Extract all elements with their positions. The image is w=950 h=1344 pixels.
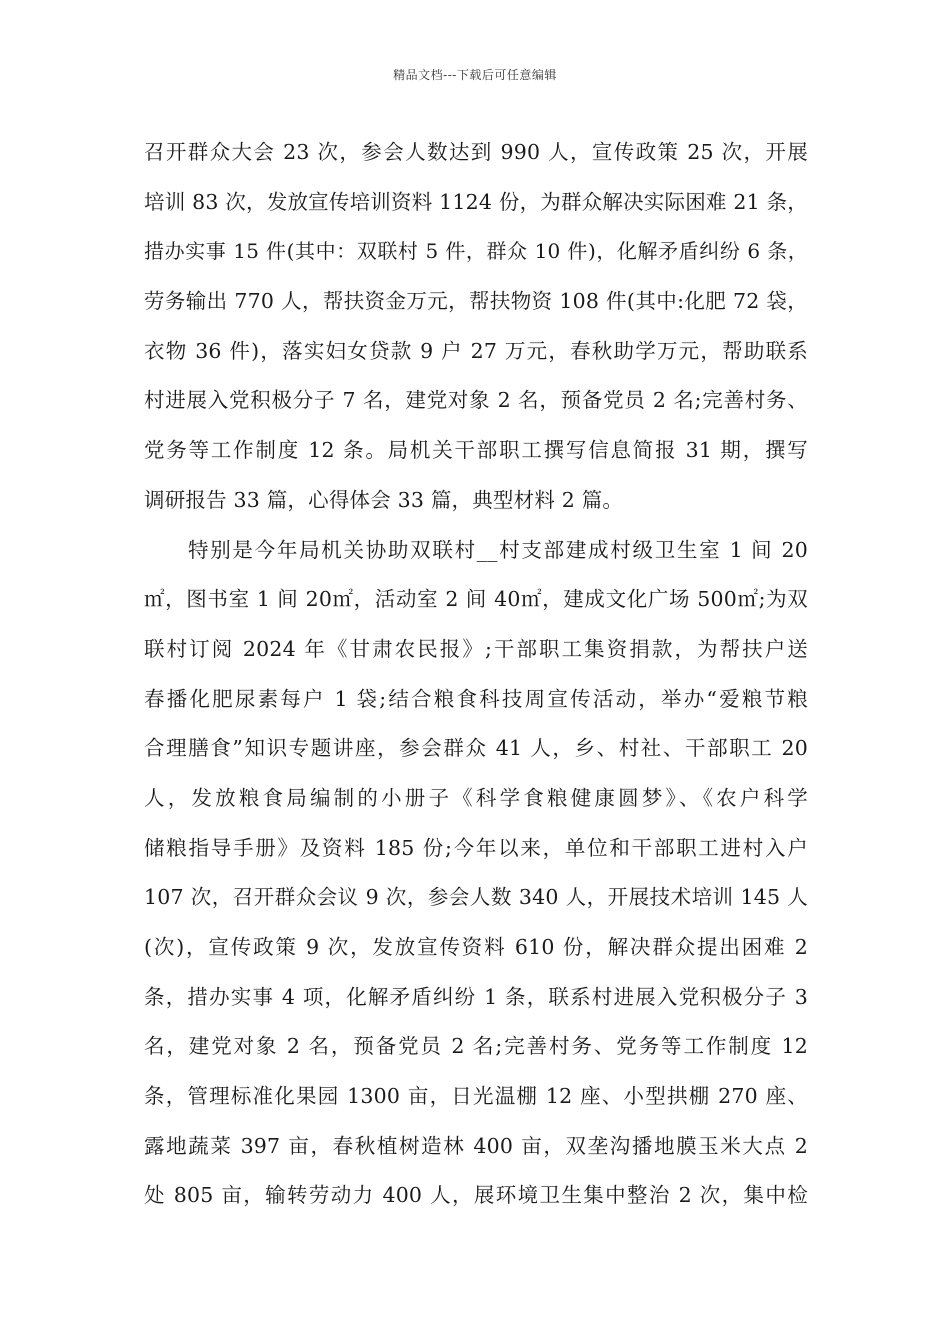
text-line: 措办实事 15 件(其中：双联村 5 件，群众 10 件)，化解矛盾纠纷 6 条， [144,239,808,264]
text-line: 107 次，召开群众会议 9 次，参会人数 340 人，开展技术培训 145 人 [144,885,808,910]
text-line: 特别是今年局机关协助双联村__村支部建成村级卫生室 1 间 20 [188,537,808,562]
text-line: 条，管理标准化果园 1300 亩，日光温棚 12 座、小型拱棚 270 座、 [144,1084,808,1109]
text-line: 培训 83 次，发放宣传培训资料 1124 份，为群众解决实际困难 21 条， [144,189,808,214]
text-line: 联村订阅 2024 年《甘肃农民报》;干部职工集资捐款，为帮扶户送 [144,636,808,661]
text-line: 春播化肥尿素每户 1 袋;结合粮食科技周宣传活动，举办“爱粮节粮 [144,686,808,711]
text-line: 召开群众大会 23 次，参会人数达到 990 人，宣传政策 25 次，开展 [144,140,808,164]
text-line: 人，发放粮食局编制的小册子《科学食粮健康圆梦》、《农户科学 [144,785,808,810]
text-line: 合理膳食”知识专题讲座，参会群众 41 人，乡、村社、干部职工 20 [144,736,808,761]
paragraph-2 [144,526,808,1222]
text-line: 党务等工作制度 12 条。局机关干部职工撰写信息简报 31 期，撰写 [144,438,808,463]
document-body [144,128,808,1221]
text-line: ㎡，图书室 1 间 20㎡，活动室 2 间 40㎡，建成文化广场 500㎡;为双 [144,587,808,612]
page-header: 精品文档---下载后可任意编辑 [393,68,557,82]
text-line: 储粮指导手册》及资料 185 份;今年以来，单位和干部职工进村入户 [144,835,808,860]
text-line: 名，建党对象 2 名，预备党员 2 名;完善村务、党务等工作制度 12 [144,1034,808,1059]
paragraph-1 [144,128,808,526]
text-line: 露地蔬菜 397 亩，春秋植树造林 400 亩，双垄沟播地膜玉米大点 2 [144,1133,808,1158]
text-line: 村进展入党积极分子 7 名，建党对象 2 名，预备党员 2 名;完善村务、 [144,388,808,413]
text-line: 条，措办实事 4 项，化解矛盾纠纷 1 条，联系村进展入党积极分子 3 [144,984,808,1009]
text-line: (次)，宣传政策 9 次，发放宣传资料 610 份，解决群众提出困难 2 [144,935,808,959]
text-line: 劳务输出 770 人，帮扶资金万元，帮扶物资 108 件(其中:化肥 72 袋， [144,289,808,314]
text-line: 处 805 亩，输转劳动力 400 人，展环境卫生集中整治 2 次，集中检 [144,1183,808,1208]
text-line: 衣物 36 件)，落实妇女贷款 9 户 27 万元，春秋助学万元，帮助联系 [144,338,808,363]
text-line: 调研报告 33 篇，心得体会 33 篇，典型材料 2 篇。 [144,487,624,512]
